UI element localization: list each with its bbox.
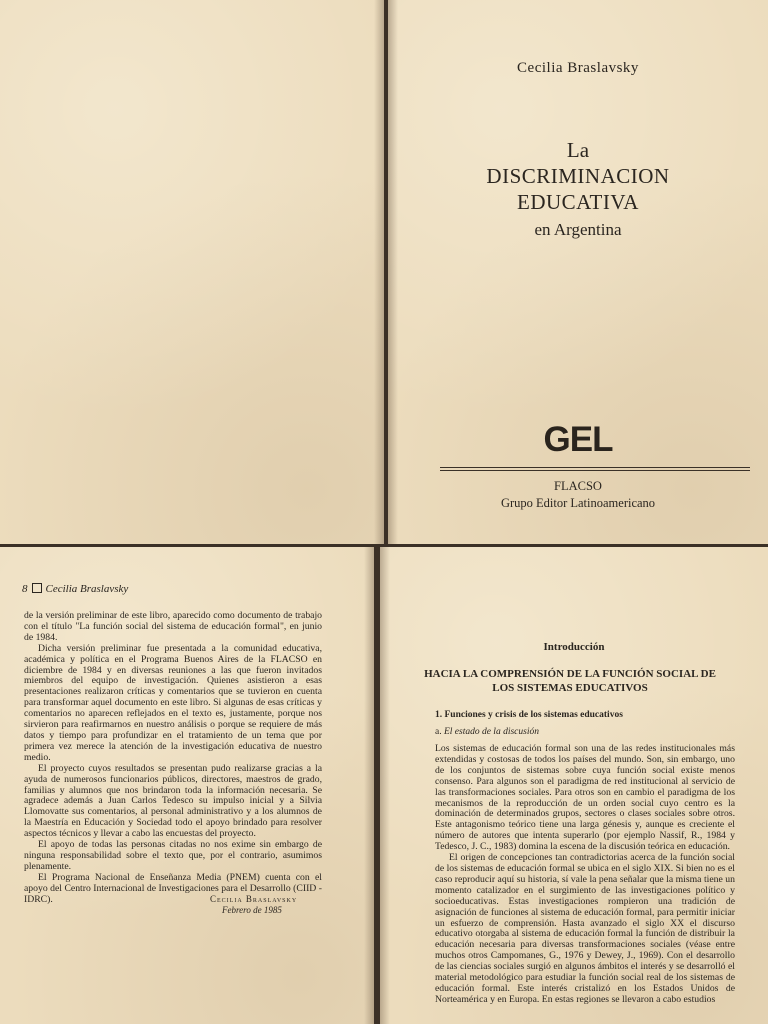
introduction-label: Introducción xyxy=(543,641,605,653)
section-heading: 1. Funciones y crisis de los sistemas educativos xyxy=(435,710,623,720)
paragraph: El Programa Nacional de Enseñanza Media (PNEM) cuenta con el apoyo del Centro Internacional de Investigaciones para el Desarrollo (CIID - IDRC). xyxy=(24,871,322,905)
chapter-title: HACIA LA COMPRENSIÓN DE LA FUNCIÓN SOCIAL DE LOS SISTEMAS EDUCATIVOS xyxy=(424,668,716,694)
author-name: Cecilia Braslavsky xyxy=(517,60,639,76)
running-head xyxy=(22,583,128,595)
title-divider xyxy=(440,467,750,471)
paragraph: El apoyo de todas las personas citadas no nos exime sin embargo de ninguna responsabilidad sobre el texto que, por el contrario, asumimos plenamente. xyxy=(24,839,322,872)
page-number: 8 xyxy=(22,583,28,595)
introduction-page xyxy=(380,547,768,1024)
publisher-logo: GEL xyxy=(543,420,613,459)
page-spine-shadow xyxy=(388,0,398,544)
subsection-heading xyxy=(435,727,539,737)
square-icon xyxy=(32,583,42,593)
introduction-body xyxy=(435,744,735,1006)
title-page xyxy=(388,0,768,544)
preface-page xyxy=(0,547,374,1024)
signature-name: Cecilia Braslavsky xyxy=(210,894,298,904)
paragraph: Los sistemas de educación formal son una de las redes institucionales más extendidas y costosas de todos los países del mundo. Son, sin embargo, uno de los conjuntos de sistemas sobre cuya función social existe menos consenso. Para algunos son el paradigma de red institucional al servicio de las transformaciones sociales. Para otros son en cambio el paradigma de los mecanismos de la reproducción de un orden social cuyo centro es la dominación de determinados grupos, sectores o clases sociales sobre otros. Este antagonismo teórico tiene una larga génesis y, aunque es creciente el número de autores que intenta superarlo (por ejemplo Nassif, R., 1984 y Tedesco, J. C., 1983) domina la escena de la discusión teórica en educación. xyxy=(435,743,735,853)
page-spine-shadow xyxy=(380,547,390,1024)
paragraph: Dicha versión preliminar fue presentada a la comunidad educativa, académica y política en el Programa Buenos Aires de la FLACSO en diciembre de 1984 y en diversas reuniones a las que fueron invitados miembros del equipo de investigación. Quienes asistieron a esas presentaciones realizaron críticas y comentarios que se tuvieron en cuenta para transformar aquel documento en este libro. Si algunas de esas críticas y comentarios no aparecen reflejados en el texto es, justamente, porque nos sirvieron para reafirmarnos en nuestro análisis o porque se requiere de más datos y tiempo para profundizar en el tratamiento de un tema que por primera vez merece la atención de la investigación educativa de nuestro medio. xyxy=(24,642,322,763)
page-spine-shadow xyxy=(374,0,384,544)
paragraph: El origen de concepciones tan contradictorias acerca de la función social de los sistemas de educación formal se ubica en el siglo XIX. Si bien no es el caso reproducir aquí su historia, sí vale la pena señalar que la misma tiene un momento catalizador en el surgimiento de las investigaciones político y socioeducativas. Estas investigaciones rompieron una tradición de asignación de funciones al sistema de educación formal, para permitir iniciar un esfuerzo de comprensión. Hasta avanzado el siglo XX el discurso educativo otorgaba al sistema de educación formal la función de distribuir la educación necesaria para diversas transformaciones sociales (véase entre muchos otros Campomanes, G., 1976 y Dewey, J., 1969). Con el desarrollo de las ciencias sociales surgió en algunos ámbitos el interés y se desarrolló el material metodológico para estudiar la función social real de los sistemas de educación formal. Este interés cristalizó en los Estados Unidos de Norteamérica y en Europa. En estas regiones se llevaron a cabo estudios xyxy=(435,852,735,1005)
publisher-block xyxy=(388,478,768,512)
subsection-title: El estado de la discusión xyxy=(443,727,539,737)
title-line-3: en Argentina xyxy=(534,220,622,239)
title-line-1: DISCRIMINACION xyxy=(486,164,670,188)
title-line-2: EDUCATIVA xyxy=(517,190,639,214)
subsection-letter: a. xyxy=(435,727,442,737)
page-spine-shadow xyxy=(364,547,374,1024)
publisher-line-1: FLACSO xyxy=(554,479,602,493)
book-title xyxy=(388,137,768,243)
paragraph: El proyecto cuyos resultados se presentan pudo realizarse gracias a la ayuda de numerosos funcionarios públicos, directores, maestros de grado, familias y alumnos que nos brindaron toda la información necesaria. Se agradece además a Juan Carlos Tedesco su impulso inicial y a Silvia Llomovatte sus comentarios, al personal administrativo y a los alumnos de la Maestría en Educación y Sociedad todo el apoyo brindado para resolver aspectos técnicos y llevar a cabo las encuestas del proyecto. xyxy=(24,762,322,840)
blank-page xyxy=(0,0,384,544)
running-head-author: Cecilia Braslavsky xyxy=(45,583,129,595)
paragraph: de la versión preliminar de este libro, aparecido como documento de trabajo con el título "La función social del sistema de educación formal", en junio de 1984. xyxy=(24,610,322,643)
preface-body xyxy=(24,611,322,905)
title-article: La xyxy=(566,138,590,162)
publisher-line-2: Grupo Editor Latinoamericano xyxy=(500,496,656,510)
signature-date: Febrero de 1985 xyxy=(222,905,282,915)
